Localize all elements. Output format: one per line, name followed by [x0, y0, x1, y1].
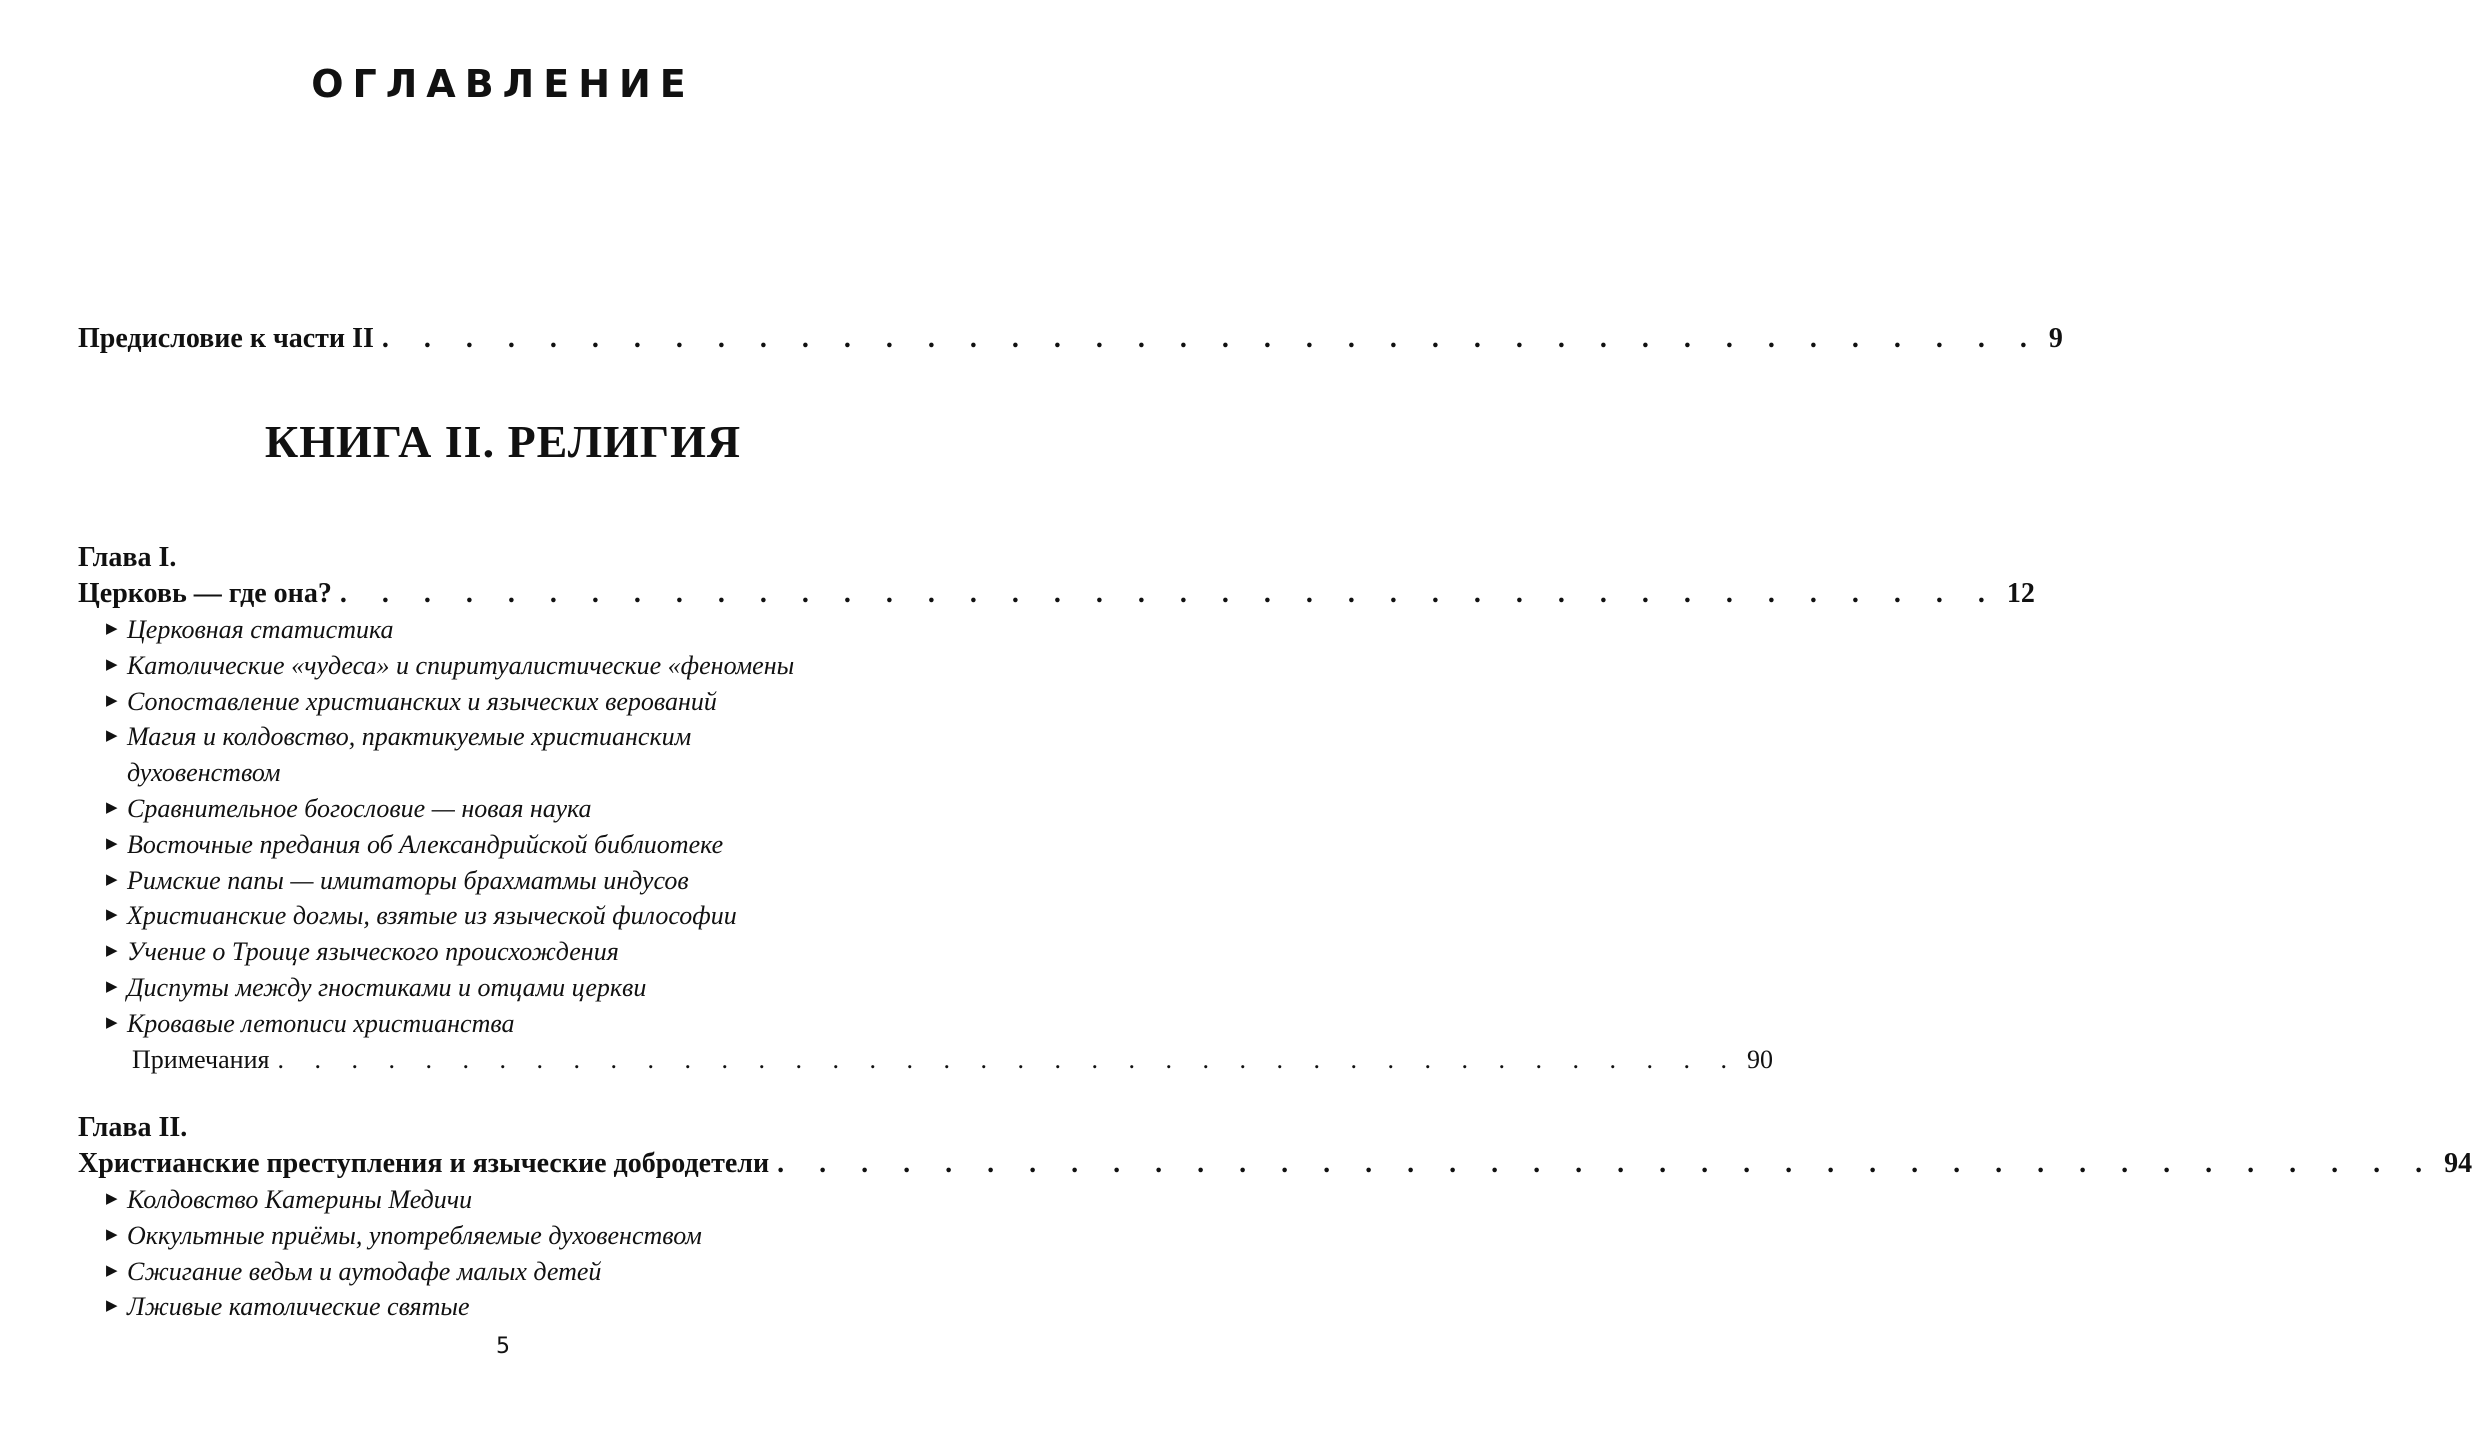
topic-item [106, 934, 928, 970]
chapter-1 [78, 540, 2035, 1078]
chapter-title-entry[interactable] [78, 1146, 2472, 1182]
chapter-label: Глава I. [78, 542, 177, 573]
bullet-arrow-icon: ▶ [106, 1191, 118, 1207]
topic-list [78, 612, 928, 1042]
topic-item [106, 1218, 928, 1254]
topic-item [106, 827, 928, 863]
topic-item [106, 684, 928, 720]
chapter-title: Церковь — где она? [78, 578, 332, 609]
notes-label: Примечания [132, 1044, 270, 1074]
topic-item [106, 648, 928, 684]
bullet-arrow-icon: ▶ [106, 799, 118, 816]
preface-entry[interactable] [78, 323, 2063, 355]
bullet-arrow-icon: ▶ [106, 1014, 118, 1031]
topic-text: Восточные предания об Александрийской библиотеке [127, 829, 724, 859]
bullet-arrow-icon: ▶ [106, 656, 118, 673]
topic-text: Сопоставление христианских и языческих верований [127, 686, 717, 716]
bullet-arrow-icon: ▶ [106, 835, 118, 852]
chapter-title-entry[interactable] [78, 576, 2035, 612]
chapter-label: Глава II. [78, 1112, 188, 1143]
chapter-page-number: 94 [2444, 1148, 2472, 1179]
topic-list [78, 1182, 928, 1325]
book-title: КНИГА II. РЕЛИГИЯ [264, 416, 742, 467]
dot-leader: . . . . . . . . . . . . . . . . . . . . . . . . . . . . . . . . . . . . . . . . [777, 1148, 2437, 1179]
topic-text: Учение о Троице языческого происхождения [127, 937, 619, 967]
bullet-arrow-icon: ▶ [106, 621, 118, 637]
topic-item [106, 898, 928, 934]
bullet-arrow-icon: ▶ [106, 871, 118, 888]
topic-text: Оккультные приёмы, употребляемые духовенством [127, 1220, 702, 1250]
dot-leader: . . . . . . . . . . . . . . . . . . . . . . . . . . . . . . . . . . . . . . . . [339, 578, 1999, 609]
bullet-arrow-icon: ▶ [106, 1226, 118, 1243]
topic-text: Колдовство Катерины Медичи [127, 1185, 473, 1214]
notes-page-number: 90 [1746, 1044, 1773, 1074]
preface-label: Предисловие к части II [78, 323, 374, 354]
topic-text: Христианские догмы, взятые из языческой философии [127, 901, 737, 931]
bullet-arrow-icon: ▶ [106, 728, 118, 745]
bullet-arrow-icon: ▶ [106, 978, 118, 995]
topic-text: Сравнительное богословие — новая наука [127, 793, 592, 823]
topic-item [106, 1254, 928, 1290]
toc-title: ОГЛАВЛЕНИЕ [311, 62, 695, 106]
topic-item [106, 791, 928, 827]
notes-entry[interactable] [78, 1042, 1773, 1078]
topic-item [106, 612, 928, 648]
topic-item [106, 1006, 928, 1042]
preface-page-number: 9 [2048, 323, 2063, 354]
bullet-arrow-icon: ▶ [106, 943, 118, 960]
bullet-arrow-icon: ▶ [106, 692, 118, 709]
dot-leader: . . . . . . . . . . . . . . . . . . . . . . . . . . . . . . . . . . . . . . . . [381, 323, 2041, 354]
toc-page [78, 0, 2472, 1443]
topic-item [106, 1182, 928, 1218]
chapter-title: Христианские преступления и языческие добродетели [78, 1148, 770, 1179]
topic-text: Магия и колдовство, практикуемые христианским духовенством [127, 722, 692, 788]
topic-text: Сжигание ведьм и аутодафе малых детей [127, 1256, 602, 1286]
topic-text: Лживые католические святые [127, 1292, 470, 1322]
topic-text: Кровавые летописи христианства [127, 1008, 515, 1038]
page-number: 5 [496, 1334, 510, 1359]
topic-item [106, 1289, 928, 1325]
topic-item [106, 970, 928, 1006]
topic-text: Церковная статистика [127, 615, 394, 644]
topic-text: Римские папы — имитаторы брахматмы индусов [127, 865, 689, 895]
dot-leader: . . . . . . . . . . . . . . . . . . . . . . . . . . . . . . . . . . . . . . . . [277, 1044, 1739, 1074]
topic-text: Католические «чудеса» и спиритуалистические «феномены [127, 650, 795, 680]
bullet-arrow-icon: ▶ [106, 1262, 118, 1279]
bullet-arrow-icon: ▶ [106, 1298, 118, 1315]
topic-text: Диспуты между гностиками и отцами церкви [127, 972, 647, 1002]
bullet-arrow-icon: ▶ [106, 907, 118, 924]
chapter-page-number: 12 [2006, 578, 2035, 609]
chapter-2 [78, 1110, 2472, 1325]
topic-item [106, 863, 928, 899]
topic-item [106, 719, 777, 791]
